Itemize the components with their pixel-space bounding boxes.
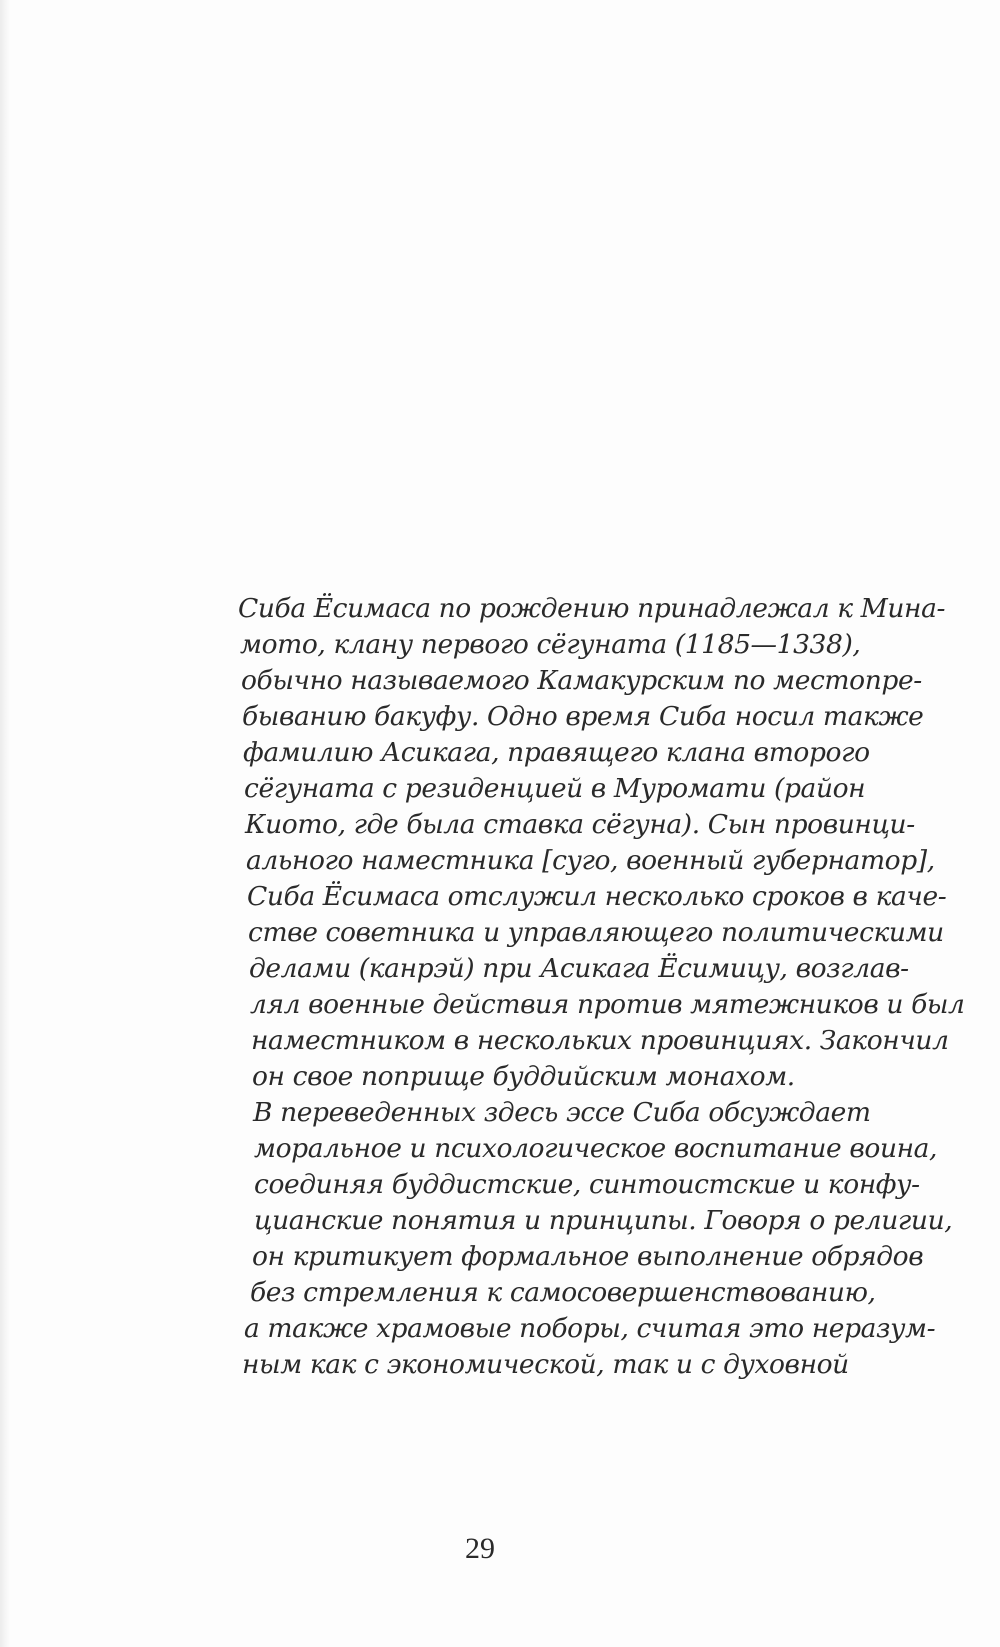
text-line: обычно называемого Камакурским по местопре- — [241, 665, 922, 696]
text-line: фамилию Асикага, правящего клана второго — [243, 737, 870, 768]
text-line: ального наместника [суго, военный губернатор], — [246, 845, 935, 876]
text-line: соединяя буддистские, синтоистские и конфу- — [254, 1169, 920, 1200]
text-line: без стремления к самосовершенствованию, — [250, 1277, 876, 1308]
text-line: моральное и психологическое воспитание воина, — [254, 1133, 938, 1164]
text-line: быванию бакуфу. Одно время Сиба носил также — [242, 701, 924, 732]
text-line: наместником в нескольких провинциях. Закончил — [251, 1025, 949, 1056]
text-line: он критикует формальное выполнение обрядов — [252, 1241, 924, 1272]
page-number: 29 — [465, 1532, 495, 1565]
text-line: ным как с экономической, так и с духовной — [242, 1349, 849, 1380]
text-line: сёгуната с резиденцией в Муромати (район — [244, 773, 866, 804]
text-line: стве советника и управляющего политическими — [248, 917, 944, 948]
text-line: цианские понятия и принципы. Говоря о религии, — [254, 1205, 953, 1236]
text-line: Сиба Ёсимаса по рождению принадлежал к Мина- — [238, 593, 946, 624]
text-line: а также храмовые поборы, считая это неразум- — [244, 1313, 936, 1344]
text-line: В переведенных здесь эссе Сиба обсуждает — [253, 1097, 871, 1128]
text-line: он свое поприще буддийским монахом. — [252, 1061, 795, 1092]
text-line: делами (канрэй) при Асикага Ёсимицу, возглав- — [249, 953, 909, 984]
text-line: мото, клану первого сёгуната (1185—1338), — [240, 629, 861, 660]
text-line: Сиба Ёсимаса отслужил несколько сроков в каче- — [247, 881, 947, 912]
text-line: лял военные действия против мятежников и был — [250, 989, 965, 1020]
text-line: Киото, где была ставка сёгуна). Сын провинци- — [245, 809, 915, 840]
